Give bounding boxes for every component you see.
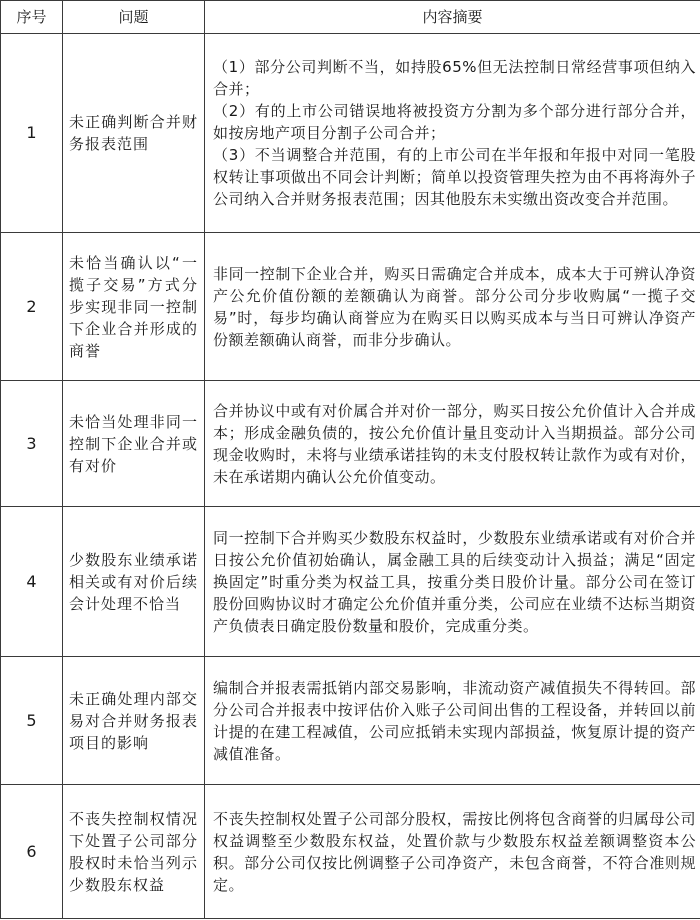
row-number: 4 — [1, 507, 63, 657]
table-row — [1, 34, 700, 233]
row-number: 2 — [1, 233, 63, 381]
issue-cell: 未正确处理内部交易对合并财务报表项目的影响 — [63, 657, 205, 785]
row-number: 6 — [1, 785, 63, 919]
header-row — [1, 1, 700, 34]
summary-paragraph: （2）有的上市公司错误地将被投资方分割为多个部分进行部分合并，如按房地产项目分割子公司合并； — [213, 102, 696, 142]
summary-cell: 编制合并报表需抵销内部交易影响，非流动资产减值损失不得转回。部分公司合并报表中按评估价入账子公司间出售的工程设备，并转回以前计提的在建工程减值，公司应抵销未实现内部损益，恢复原计提的资产减值准备。 — [205, 657, 700, 785]
table-row — [1, 507, 700, 657]
issue-cell: 未恰当确认以“一揽子交易”方式分步实现非同一控制下企业合并形成的商誉 — [63, 233, 205, 381]
row-number: 3 — [1, 381, 63, 507]
issue-cell: 少数股东业绩承诺相关或有对价后续会计处理不恰当 — [63, 507, 205, 657]
row-number: 1 — [1, 34, 63, 233]
summary-cell: 不丧失控制权处置子公司部分股权，需按比例将包含商誉的归属母公司权益调整至少数股东权益，处置价款与少数股东权益差额调整资本公积。部分公司仅按比例调整子公司净资产，未包含商誉，不符合准则规定。 — [205, 785, 700, 919]
table-row — [1, 785, 700, 919]
summary-paragraph: （1）部分公司判断不当，如持股65%但无法控制日常经营事项但纳入合并； — [213, 58, 696, 98]
summary-cell: 非同一控制下企业合并，购买日需确定合并成本，成本大于可辨认净资产公允价值份额的差额确认为商誉。部分公司分步收购属“一揽子交易”时，每步均确认商誉应为在购买日以购买成本与当日可辨认净资产份额差额确认商誉，而非分步确认。 — [205, 233, 700, 381]
issue-cell: 不丧失控制权情况下处置子公司部分股权时未恰当列示少数股东权益 — [63, 785, 205, 919]
issue-cell: 未正确判断合并财务报表范围 — [63, 34, 205, 233]
header-no: 序号 — [1, 1, 63, 34]
table-row — [1, 381, 700, 507]
issue-cell: 未恰当处理非同一控制下企业合并或有对价 — [63, 381, 205, 507]
summary-cell: 同一控制下合并购买少数股东权益时，少数股东业绩承诺或有对价合并日按公允价值初始确认，属金融工具的后续变动计入损益；满足“固定换固定”时重分类为权益工具，按重分类日股价计量。部分公司在签订股份回购协议时才确定公允价值并重分类，公司应在业绩不达标当期资产负债表日确定股份数量和股价，完成重分类。 — [205, 507, 700, 657]
row-number: 5 — [1, 657, 63, 785]
header-issue: 问题 — [63, 1, 205, 34]
summary-cell: 合并协议中或有对价属合并对价一部分，购买日按公允价值计入合并成本；形成金融负债的，按公允价值计量且变动计入当期损益。部分公司现金收购时，未将与业绩承诺挂钩的未支付股权转让款作为或有对价，未在承诺期内确认公允价值变动。 — [205, 381, 700, 507]
table-row — [1, 233, 700, 381]
summary-paragraph: （3）不当调整合并范围，有的上市公司在半年报和年报中对同一笔股权转让事项做出不同会计判断；简单以投资管理失控为由不再将海外子公司纳入合并财务报表范围；因其他股东未实缴出资改变合并范围。 — [213, 146, 696, 208]
table-row — [1, 657, 700, 785]
summary-cell — [205, 34, 700, 233]
header-summary: 内容摘要 — [205, 1, 700, 34]
